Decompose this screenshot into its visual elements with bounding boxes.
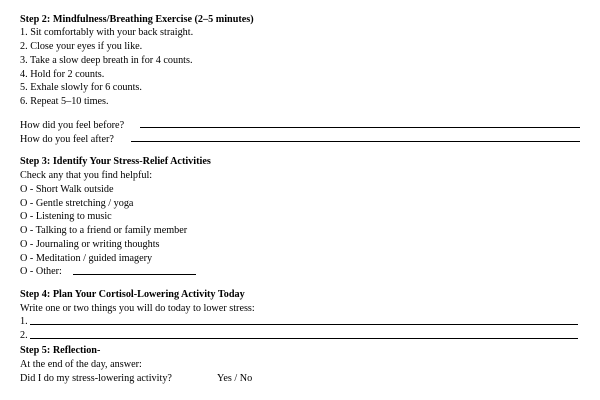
- feel-before-line[interactable]: [140, 113, 580, 128]
- step5-heading: Step 5: Reflection-: [20, 345, 101, 356]
- step2-item-1: 1. Sit comfortably with your back straight.: [20, 27, 194, 39]
- step2-item-2: 2. Close your eyes if you like.: [20, 41, 143, 53]
- other-activity-line[interactable]: [73, 260, 196, 275]
- step4-heading: Step 4: Plan Your Cortisol-Lowering Activity Today: [20, 288, 245, 300]
- step2-item-5: 5. Exhale slowly for 6 counts.: [20, 82, 142, 94]
- step5-intro: At the end of the day, answer:: [20, 359, 142, 370]
- activity-option-walk[interactable]: O - Short Walk outside: [20, 183, 114, 195]
- reflection-question: Did I do my stress-lowering activity? Yes / No: [20, 373, 253, 384]
- plan-line-2-label: 2.: [20, 330, 28, 342]
- step2-item-4: 4. Hold for 2 counts.: [20, 68, 105, 80]
- activity-option-meditation[interactable]: O - Meditation / guided imagery: [20, 252, 153, 264]
- activity-option-journaling[interactable]: O - Journaling or writing thoughts: [20, 238, 160, 250]
- feel-before-label: How did you feel before?: [20, 120, 125, 132]
- plan-line-2[interactable]: [30, 324, 578, 339]
- step3-intro: Check any that you find helpful:: [20, 170, 153, 182]
- feel-after-line[interactable]: [131, 127, 580, 142]
- plan-line-1[interactable]: [30, 310, 578, 325]
- step4-intro: Write one or two things you will do today to lower stress:: [20, 302, 255, 314]
- step2-heading: Step 2: Mindfulness/Breathing Exercise (2–5 minutes): [20, 13, 254, 25]
- step2-item-3: 3. Take a slow deep breath in for 4 counts.: [20, 54, 193, 66]
- step2-item-6: 6. Repeat 5–10 times.: [20, 96, 109, 108]
- feel-after-label: How do you feel after?: [20, 134, 114, 145]
- activity-option-music[interactable]: O - Listening to music: [20, 211, 112, 223]
- plan-line-1-label: 1.: [20, 316, 28, 328]
- yes-no-answer[interactable]: Yes / No: [217, 373, 253, 384]
- activity-option-other[interactable]: O - Other:: [20, 266, 62, 278]
- activity-option-talking[interactable]: O - Talking to a friend or family member: [20, 225, 188, 237]
- step3-heading: Step 3: Identify Your Stress-Relief Activities: [20, 156, 211, 168]
- activity-option-stretching[interactable]: O - Gentle stretching / yoga: [20, 197, 134, 209]
